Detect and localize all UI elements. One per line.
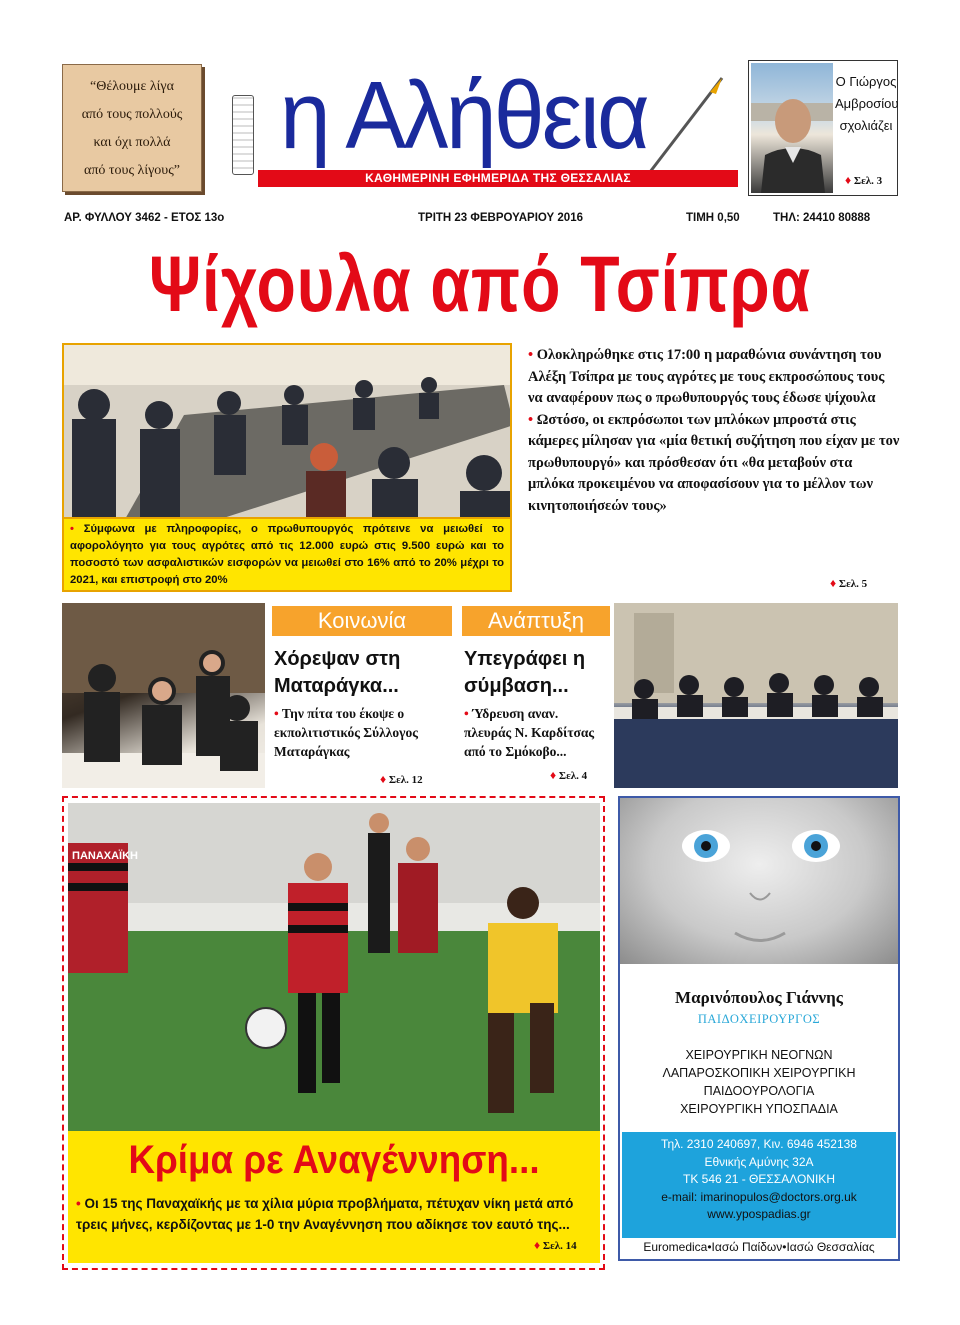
- contract-signing-photo[interactable]: [614, 603, 898, 788]
- motto-line: “Θέλουμε λίγα: [90, 79, 174, 94]
- diamond-icon: ♦: [550, 768, 557, 782]
- page-ref-text: Σελ. 4: [558, 770, 588, 782]
- motto-box: [62, 64, 202, 192]
- service-item: ΧΕΙΡΟΥΡΓΙΚΗ ΝΕΟΓΝΩΝ: [685, 1048, 833, 1062]
- development-page-ref[interactable]: [550, 768, 587, 783]
- diamond-icon: ♦: [830, 576, 837, 590]
- diamond-icon: ♦: [534, 1238, 541, 1252]
- society-story[interactable]: [274, 646, 454, 761]
- columnist-line: Ο Γιώργος: [835, 74, 897, 89]
- phone-number: ΤΗΛ: 24410 80888: [773, 212, 871, 224]
- newspaper-subtitle: ΚΑΘΗΜΕΡΙΝΗ ΕΦΗΜΕΡΙΔΑ ΤΗΣ ΘΕΣΣΑΛΙΑΣ: [258, 170, 738, 187]
- development-body-text: Ύδρευση αναν. πλευράς Ν. Καρδίτσας από το Σμόκοβο...: [464, 706, 595, 759]
- affiliated-clinics: Euromedica•Ιασώ Παίδων•Ιασώ Θεσσαλίας: [643, 1240, 875, 1254]
- main-story-page-ref[interactable]: [830, 576, 867, 591]
- service-item: ΛΑΠΑΡΟΣΚΟΠΙΚΗ ΧΕΙΡΟΥΡΓΙΚΗ: [662, 1066, 856, 1080]
- columnist-photo: [751, 63, 833, 193]
- columnist-box[interactable]: [748, 60, 898, 196]
- publisher-seal-icon: [232, 95, 254, 175]
- development-headline-line: σύμβαση...: [464, 675, 569, 697]
- sports-headline[interactable]: Κρίμα ρε Αναγέννηση...: [128, 1138, 540, 1182]
- bullet-icon: •: [274, 706, 279, 721]
- bullet-icon: •: [464, 706, 469, 721]
- bullet-icon: •: [528, 347, 534, 363]
- service-item: ΧΕΙΡΟΥΡΓΙΚΗ ΥΠΟΣΠΑΔΙΑ: [680, 1102, 838, 1116]
- main-story-text: [528, 345, 900, 517]
- page-ref-text: Σελ. 5: [838, 578, 868, 590]
- columnist-page-ref: [845, 173, 882, 188]
- caption-text: Σύμφωνα με πληροφορίες, ο πρωθυπουργός πρότεινε να μειωθεί το αφορολόγητο για τους αγρότες από τις 12.000 ευρώ στις 9.500 ευρώ και το ποσοστό των ασφαλιστικών εισφορών να μειωθεί στο 16% από το 20% μέχρι το 2021, και επιστροφή στο 20%: [70, 523, 505, 586]
- doctor-name: Μαρινόπουλος Γιάννης: [675, 988, 843, 1007]
- tab-society[interactable]: Κοινωνία: [272, 606, 452, 636]
- doctor-contact: [622, 1132, 896, 1238]
- main-headline[interactable]: Ψίχουλα από Τσίπρα: [148, 240, 811, 328]
- society-body-text: Την πίτα του έκοψε ο εκπολιτιστικός Σύλλογος Ματαράγκας: [274, 706, 418, 759]
- diamond-icon: ♦: [845, 173, 852, 187]
- issue-number: ΑΡ. ΦΥΛΛΟΥ 3462 - ΕΤΟΣ 13ο: [64, 212, 225, 224]
- contact-website[interactable]: www.ypospadias.gr: [707, 1207, 811, 1221]
- society-headline-line: Ματαράγκα...: [274, 675, 399, 697]
- baby-photo: [620, 798, 898, 964]
- society-headline-line: Χόρεψαν στη: [274, 648, 401, 670]
- doctor-services: [620, 1046, 898, 1118]
- paragraph-text: Ωστόσο, οι εκπρόσωποι των μπλόκων μπροστά στις κάμερες μίλησαν για «μία θετική συζήτηση που είχαν με τον πρωθυπουργό» και πρόσθεσαν ότι «θα μεταβούν στα μπλόκα προκειμένου να αποφασίσουν για το μέλλον των κινητοποιήσεών τους»: [528, 411, 900, 514]
- contact-email[interactable]: e-mail: imarinopulos@doctors.org.uk: [661, 1189, 857, 1204]
- doctor-specialty: ΠΑΙΔΟΧΕΙΡΟΥΡΓΟΣ: [697, 1012, 821, 1026]
- society-page-ref[interactable]: [380, 772, 423, 787]
- contact-phone[interactable]: Τηλ. 2310 240697, Κιν. 6946 452138: [661, 1137, 857, 1151]
- football-match-photo[interactable]: [68, 803, 600, 1131]
- quill-pen-icon: [640, 70, 730, 180]
- story-paragraph: [528, 345, 900, 410]
- jersey-text: ΠΑΝΑΧΑΪΚΗ: [72, 850, 138, 862]
- meeting-photo-main[interactable]: [62, 343, 512, 519]
- main-photo-caption: [62, 519, 512, 592]
- service-item: ΠΑΙΔΟΟΥΡΟΛΟΓΙΑ: [703, 1084, 815, 1098]
- issue-price: ΤΙΜΗ 0,50: [686, 212, 740, 224]
- contact-address: Εθνικής Αμύνης 32Α: [704, 1154, 814, 1169]
- diamond-icon: ♦: [380, 772, 387, 786]
- doctor-advertisement[interactable]: [618, 796, 900, 1261]
- page-ref-text: Σελ. 14: [542, 1240, 577, 1252]
- development-story[interactable]: [464, 646, 608, 761]
- columnist-line: σχολιάζει: [839, 118, 893, 133]
- tab-development[interactable]: Ανάπτυξη: [462, 606, 610, 636]
- page-ref-text: Σελ. 12: [388, 774, 423, 786]
- motto-line: και όχι πολλά: [93, 135, 171, 150]
- issue-date: ΤΡΙΤΗ 23 ΦΕΒΡΟΥΑΡΙΟΥ 2016: [418, 212, 583, 224]
- columnist-label: [835, 71, 897, 137]
- bullet-icon: •: [70, 523, 74, 535]
- sports-body-text: Οι 15 της Παναχαϊκής με τα χίλια μύρια προβλήματα, πέτυχαν νίκη μετά από τρεις μήνες, κερδίζοντας με 1-0 την Αναγέννηση που αδίκησε τον εαυτό της...: [76, 1196, 574, 1232]
- sports-page-ref[interactable]: [534, 1238, 577, 1253]
- development-body: [464, 704, 608, 761]
- newspaper-title[interactable]: η Αλήθεια: [280, 62, 647, 169]
- sports-body: [76, 1193, 596, 1235]
- columnist-line: Αμβροσίου: [835, 96, 899, 111]
- motto-line: από τους πολλούς: [81, 107, 183, 122]
- party-photo[interactable]: [62, 603, 265, 788]
- motto-line: από τους λίγους”: [84, 163, 180, 178]
- contact-postcode: ΤΚ 546 21 - ΘΕΣΣΑΛΟΝΙΚΗ: [683, 1172, 835, 1186]
- society-body: [274, 704, 454, 761]
- bullet-icon: •: [76, 1196, 81, 1211]
- bullet-icon: •: [528, 411, 534, 428]
- paragraph-text: Ολοκληρώθηκε στις 17:00 η μαραθώνια συνάντηση του Αλέξη Τσίπρα με τους αγρότες με τους εκπροσώπους τους να αναφέρουν πως ο πρωθυπουργός τους έδωσε ψίχουλα: [528, 347, 885, 406]
- story-paragraph: [528, 410, 900, 518]
- page-ref-text: Σελ. 3: [853, 175, 883, 187]
- development-headline-line: Υπεγράφει η: [464, 648, 586, 670]
